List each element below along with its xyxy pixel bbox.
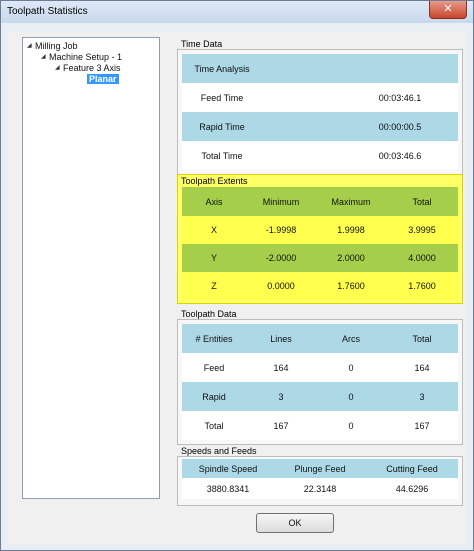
total-cell: 1.7600 bbox=[408, 281, 436, 291]
feed-time-value: 00:03:46.1 bbox=[378, 92, 422, 103]
job-tree[interactable] bbox=[22, 37, 160, 499]
table-row bbox=[182, 216, 458, 244]
toolpath-data-table bbox=[182, 324, 458, 440]
total-cell: 3 bbox=[419, 391, 425, 402]
table-header-row bbox=[182, 187, 458, 216]
spindle-speed-header: Spindle Speed bbox=[198, 463, 258, 474]
arcs-header: Arcs bbox=[342, 333, 360, 344]
arcs-cell: 0 bbox=[348, 362, 354, 373]
total-cell: 164 bbox=[414, 362, 430, 373]
close-button[interactable] bbox=[429, 1, 467, 19]
table-row bbox=[182, 382, 458, 411]
maximum-cell: 1.7600 bbox=[337, 281, 365, 291]
axis-header: Axis bbox=[205, 196, 223, 207]
tree-node-label: Milling Job bbox=[35, 41, 78, 51]
entity-label: Rapid bbox=[202, 391, 226, 402]
tree-node-planar[interactable] bbox=[87, 74, 119, 85]
minimum-cell: 0.0000 bbox=[267, 281, 295, 291]
title-bar[interactable] bbox=[1, 1, 473, 23]
plunge-feed-value: 22.3148 bbox=[303, 483, 337, 494]
extents-table bbox=[182, 187, 458, 300]
tree-node-label: Feature 3 Axis bbox=[63, 63, 121, 73]
arcs-cell: 0 bbox=[348, 420, 354, 431]
minimum-cell: -1.9998 bbox=[265, 225, 297, 235]
close-icon: ✕ bbox=[443, 3, 453, 15]
axis-cell: Y bbox=[210, 253, 217, 263]
table-row bbox=[182, 353, 458, 382]
arcs-cell: 0 bbox=[348, 391, 354, 402]
table-header-row bbox=[182, 459, 458, 478]
total-cell: 3.9995 bbox=[408, 225, 436, 235]
cutting-feed-header: Cutting Feed bbox=[386, 463, 438, 474]
rapid-time-label: Rapid Time bbox=[199, 121, 245, 132]
total-cell: 167 bbox=[414, 420, 430, 431]
toolpath-extents-title: Toolpath Extents bbox=[181, 176, 248, 186]
tree-node-label: Planar bbox=[89, 74, 117, 84]
table-row bbox=[182, 411, 458, 440]
entity-label: Total bbox=[204, 420, 224, 431]
maximum-header: Maximum bbox=[331, 196, 371, 207]
plunge-feed-header: Plunge Feed bbox=[294, 463, 346, 474]
cutting-feed-value: 44.6296 bbox=[395, 483, 429, 494]
total-time-value: 00:03:46.6 bbox=[378, 150, 422, 161]
maximum-cell: 1.9998 bbox=[337, 225, 365, 235]
toolpath-data-title: Toolpath Data bbox=[181, 309, 237, 319]
table-row bbox=[182, 272, 458, 300]
speeds-feeds-panel bbox=[177, 456, 463, 506]
lines-cell: 167 bbox=[273, 420, 289, 431]
time-data-panel bbox=[177, 49, 463, 175]
table-row bbox=[182, 83, 458, 112]
table-header-row bbox=[182, 54, 458, 83]
lines-header: Lines bbox=[270, 333, 292, 344]
minimum-cell: -2.0000 bbox=[265, 253, 297, 263]
total-time-label: Total Time bbox=[201, 150, 243, 161]
toolpath-data-panel bbox=[177, 319, 463, 445]
lines-cell: 3 bbox=[278, 391, 284, 402]
axis-cell: X bbox=[210, 225, 217, 235]
ok-button[interactable]: OK bbox=[256, 513, 334, 533]
time-data-table bbox=[182, 54, 458, 170]
entity-label: Feed bbox=[203, 362, 225, 373]
time-data-title: Time Data bbox=[181, 39, 223, 49]
tree-node-label: Machine Setup - 1 bbox=[49, 52, 123, 62]
window-title: Toolpath Statistics bbox=[7, 6, 88, 17]
lines-cell: 164 bbox=[273, 362, 289, 373]
total-header: Total bbox=[412, 196, 432, 207]
table-header-row bbox=[182, 324, 458, 353]
expanded-arrow-icon[interactable]: ◢ bbox=[55, 65, 60, 71]
table-row bbox=[182, 478, 458, 499]
tree-node-machine-setup[interactable] bbox=[41, 52, 122, 63]
expanded-arrow-icon[interactable]: ◢ bbox=[41, 54, 46, 60]
table-row bbox=[182, 141, 458, 170]
total-header: Total bbox=[412, 333, 432, 344]
tree-node-milling-job[interactable] bbox=[27, 41, 78, 52]
spindle-speed-value: 3880.8341 bbox=[206, 483, 250, 494]
rapid-time-value: 00:00:00.5 bbox=[378, 121, 422, 132]
maximum-cell: 2.0000 bbox=[337, 253, 365, 263]
tree-node-feature-3-axis[interactable] bbox=[55, 63, 121, 74]
total-cell: 4.0000 bbox=[408, 253, 436, 263]
table-row bbox=[182, 112, 458, 141]
minimum-header: Minimum bbox=[262, 196, 300, 207]
toolpath-extents-panel bbox=[177, 174, 463, 304]
feed-time-label: Feed Time bbox=[200, 92, 244, 103]
speeds-feeds-table bbox=[182, 459, 458, 499]
entities-header: # Entities bbox=[195, 333, 233, 344]
expanded-arrow-icon[interactable]: ◢ bbox=[27, 43, 32, 49]
empty-cell bbox=[262, 54, 458, 83]
axis-cell: Z bbox=[211, 281, 217, 291]
speeds-feeds-title: Speeds and Feeds bbox=[181, 446, 257, 456]
time-analysis-header: Time Analysis bbox=[194, 63, 250, 74]
dialog-client bbox=[8, 31, 466, 544]
table-row bbox=[182, 244, 458, 272]
